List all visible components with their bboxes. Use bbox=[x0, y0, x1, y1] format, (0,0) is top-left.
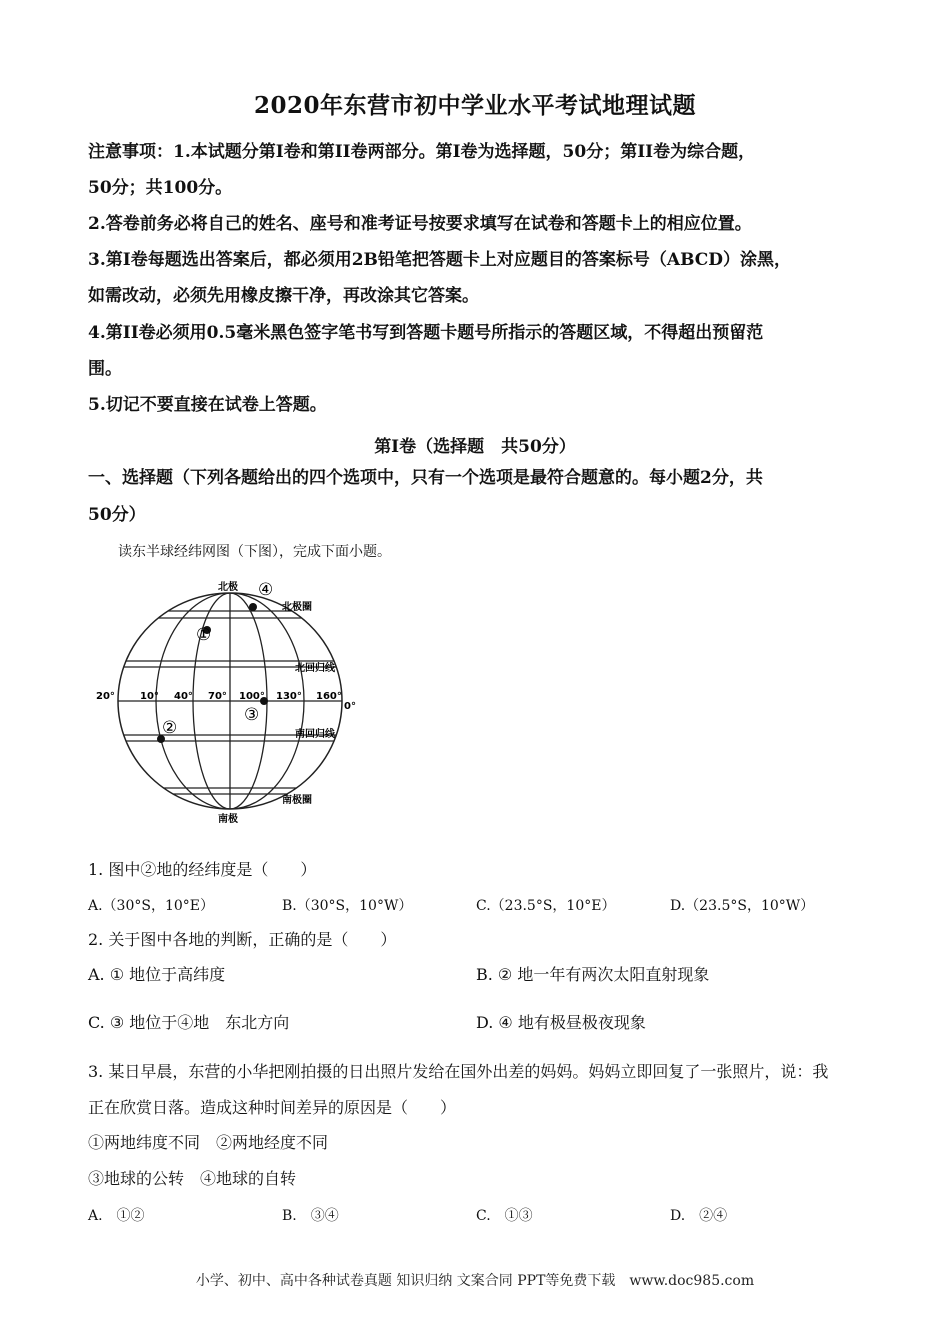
hemisphere-map bbox=[90, 575, 370, 825]
lon-label: 100° bbox=[239, 691, 265, 702]
lon-label: 130° bbox=[276, 691, 302, 702]
question-2-stem: 2. 关于图中各地的判断，正确的是（ ） bbox=[88, 930, 397, 949]
q3-option-b: B. ③④ bbox=[282, 1208, 339, 1224]
part-heading: 50分） bbox=[88, 505, 146, 525]
q2-option-d: D. ④ 地有极昼极夜现象 bbox=[476, 1013, 646, 1032]
q2-option-c: C. ③ 地位于④地 东北方向 bbox=[88, 1013, 290, 1032]
q3-item: ①两地纬度不同 ②两地经度不同 bbox=[88, 1133, 329, 1152]
question-1-stem: 1. 图中②地的经纬度是（ ） bbox=[88, 860, 317, 879]
note-line: 围。 bbox=[88, 359, 122, 379]
marker-1-label: ① bbox=[196, 625, 212, 645]
section-title: 第Ⅰ卷（选择题 共50分） bbox=[374, 437, 576, 457]
question-3-stem: 正在欣赏日落。造成这种时间差异的原因是（ ） bbox=[88, 1098, 457, 1117]
tropic-capricorn-label: 南回归线 bbox=[295, 729, 335, 740]
antarctic-circle-label: 南极圈 bbox=[282, 795, 312, 806]
lon-label: 40° bbox=[174, 691, 193, 702]
page-footer: 小学、初中、高中各种试卷真题 知识归纳 文案合同 PPT等免费下载 www.doc985.com bbox=[195, 1273, 755, 1289]
q3-option-c: C. ①③ bbox=[476, 1208, 533, 1224]
q3-option-d: D. ②④ bbox=[670, 1208, 728, 1224]
marker-3-label: ③ bbox=[244, 705, 260, 725]
lon-label: 20° bbox=[96, 691, 115, 702]
note-line: 3.第Ⅰ卷每题选出答案后，都必须用2B铅笔把答题卡上对应题目的答案标号（ABCD）涂黑， bbox=[88, 250, 792, 270]
note-line: 5.切记不要直接在试卷上答题。 bbox=[88, 395, 327, 415]
lon-label: 0° bbox=[344, 701, 356, 712]
question-3-stem: 3. 某日早晨，东营的小华把刚拍摄的日出照片发给在国外出差的妈妈。妈妈立即回复了一张照片，说：我 bbox=[88, 1062, 829, 1081]
marker-2-label: ② bbox=[162, 718, 178, 738]
arctic-circle-label: 北极圈 bbox=[282, 602, 312, 613]
north-pole-label: 北极 bbox=[218, 582, 238, 593]
lon-label: 10° bbox=[140, 691, 159, 702]
note-line: 50分；共100分。 bbox=[88, 178, 233, 198]
q1-option-b: B.（30°S，10°W） bbox=[282, 898, 413, 914]
q1-option-a: A.（30°S，10°E） bbox=[88, 898, 214, 914]
q1-option-d: D.（23.5°S，10°W） bbox=[670, 898, 815, 914]
q2-option-b: B. ② 地一年有两次太阳直射现象 bbox=[476, 965, 710, 984]
lon-label: 160° bbox=[316, 691, 342, 702]
marker-4-label: ④ bbox=[258, 580, 274, 600]
point-4 bbox=[249, 603, 257, 611]
q2-option-a: A. ① 地位于高纬度 bbox=[88, 965, 226, 984]
note-line: 2.答卷前务必将自己的姓名、座号和准考证号按要求填写在试卷和答题卡上的相应位置。 bbox=[88, 214, 752, 234]
note-line: 如需改动，必须先用橡皮擦干净，再改涂其它答案。 bbox=[88, 286, 479, 306]
tropic-cancer-label: 北回归线 bbox=[295, 663, 335, 674]
q3-item: ③地球的公转 ④地球的自转 bbox=[88, 1169, 297, 1188]
part-heading: 一、选择题（下列各题给出的四个选项中，只有一个选项是最符合题意的。每小题2分，共 bbox=[88, 468, 763, 488]
q3-option-a: A. ①② bbox=[88, 1208, 145, 1224]
lon-label: 70° bbox=[208, 691, 227, 702]
page-title: 2020年东营市初中学业水平考试地理试题 bbox=[253, 92, 696, 119]
note-line: 注意事项：1.本试题分第Ⅰ卷和第II卷两部分。第Ⅰ卷为选择题，50分；第II卷为综合题， bbox=[88, 142, 756, 162]
q1-option-c: C.（23.5°S，10°E） bbox=[476, 898, 616, 914]
intro-text: 读东半球经纬网图（下图），完成下面小题。 bbox=[118, 544, 391, 560]
note-line: 4.第II卷必须用0.5毫米黑色签字笔书写到答题卡题号所指示的答题区域，不得超出预留范 bbox=[88, 323, 764, 343]
south-pole-label: 南极 bbox=[218, 814, 238, 825]
